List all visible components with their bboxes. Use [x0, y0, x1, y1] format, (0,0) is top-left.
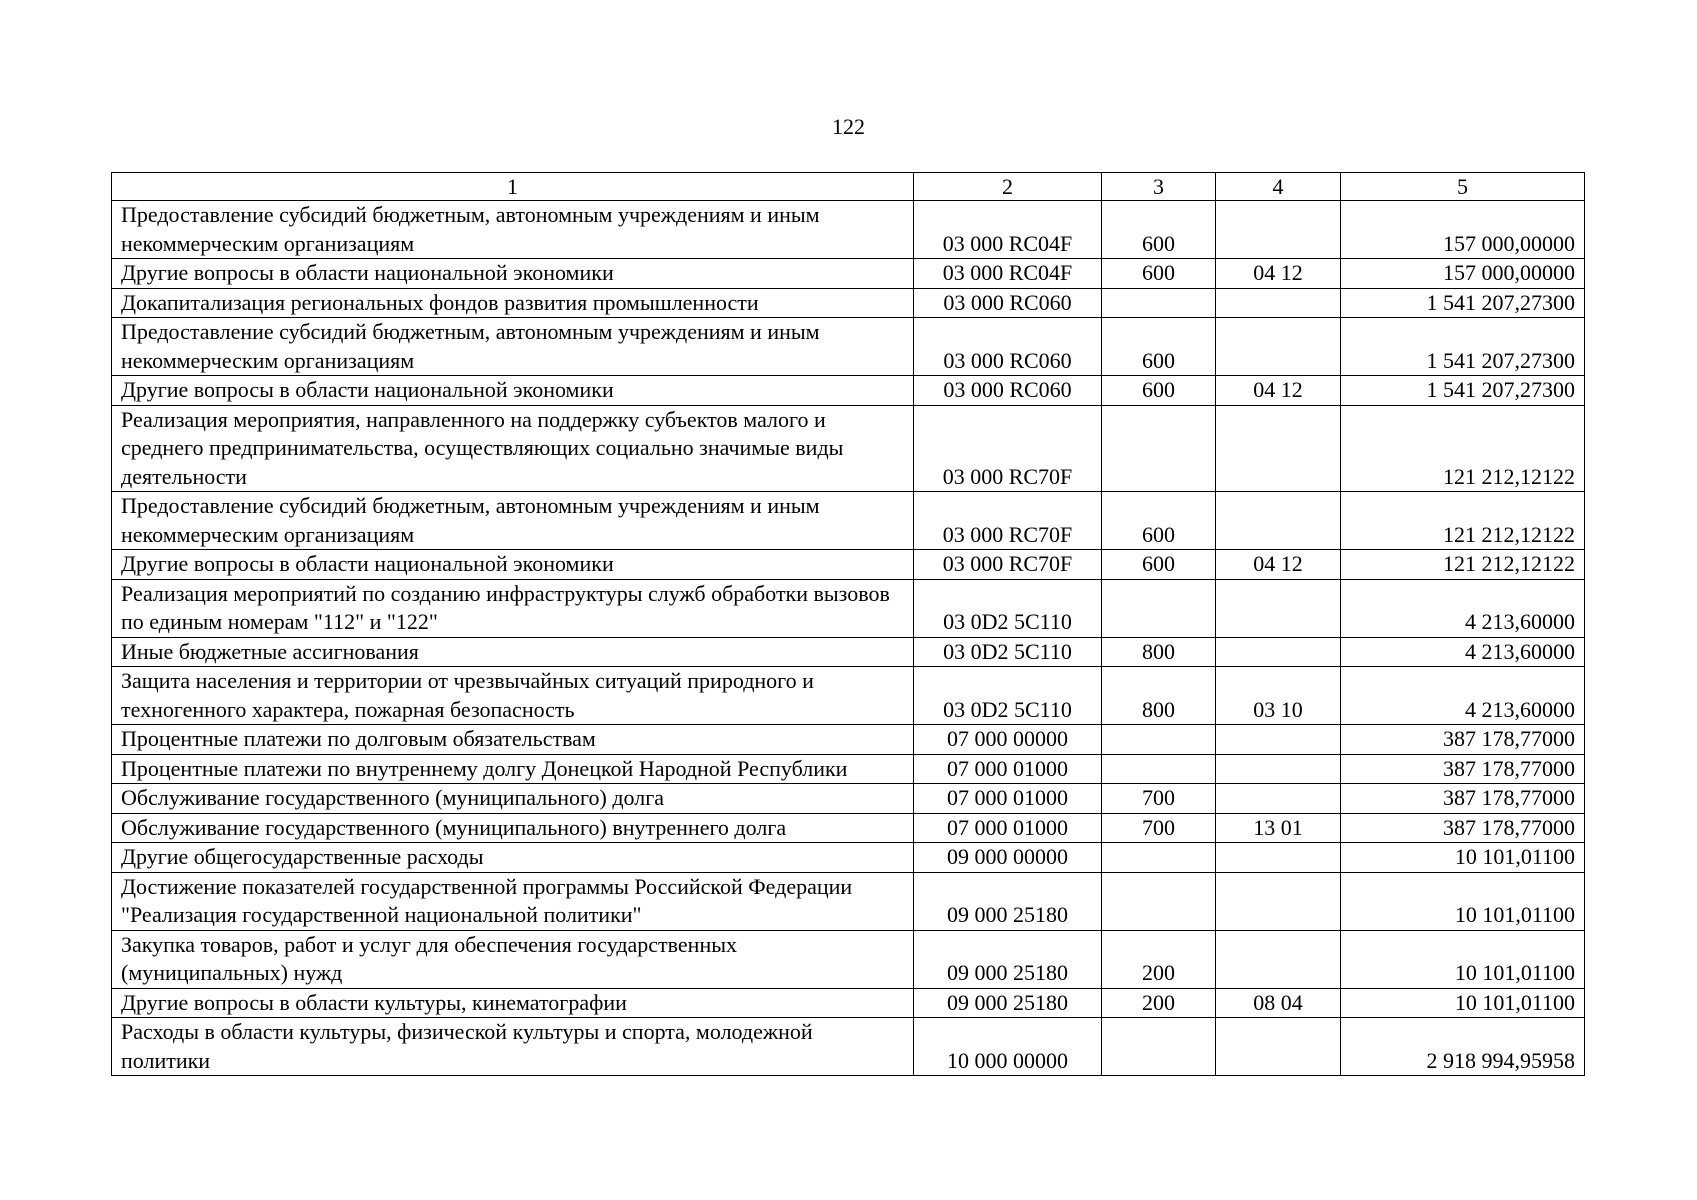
row-amount: 1 541 207,27300 [1341, 288, 1585, 318]
row-expense-type: 600 [1102, 492, 1216, 550]
row-expense-type: 200 [1102, 930, 1216, 988]
row-target-code: 03 000 RC70F [914, 492, 1102, 550]
table-row [112, 1018, 1585, 1076]
row-expense-type [1102, 288, 1216, 318]
row-expense-type: 800 [1102, 667, 1216, 725]
row-name: Другие общегосударственные расходы [112, 843, 914, 873]
column-header-5: 5 [1341, 173, 1585, 201]
column-header-1: 1 [112, 173, 914, 201]
row-target-code: 03 0D2 5C110 [914, 579, 1102, 637]
row-name: Расходы в области культуры, физической культуры и спорта, молодежной политики [112, 1018, 914, 1076]
row-section: 03 10 [1216, 667, 1341, 725]
table-row [112, 930, 1585, 988]
row-section [1216, 637, 1341, 667]
row-target-code: 07 000 00000 [914, 725, 1102, 755]
table-row [112, 637, 1585, 667]
row-name: Докапитализация региональных фондов развития промышленности [112, 288, 914, 318]
row-section: 04 12 [1216, 259, 1341, 289]
row-name: Другие вопросы в области национальной экономики [112, 259, 914, 289]
column-header-2: 2 [914, 173, 1102, 201]
row-section [1216, 405, 1341, 492]
row-target-code: 07 000 01000 [914, 754, 1102, 784]
table-row [112, 550, 1585, 580]
row-expense-type: 200 [1102, 988, 1216, 1018]
row-amount: 2 918 994,95958 [1341, 1018, 1585, 1076]
row-amount: 387 178,77000 [1341, 813, 1585, 843]
row-name: Обслуживание государственного (муниципального) внутреннего долга [112, 813, 914, 843]
row-name: Реализация мероприятия, направленного на поддержку субъектов малого и среднего предпринимательства, осуществляющих социально значимые виды деятельности [112, 405, 914, 492]
row-amount: 121 212,12122 [1341, 550, 1585, 580]
row-section: 04 12 [1216, 550, 1341, 580]
row-amount: 10 101,01100 [1341, 930, 1585, 988]
row-name: Реализация мероприятий по созданию инфраструктуры служб обработки вызовов по единым номерам "112" и "122" [112, 579, 914, 637]
page-number: 122 [832, 114, 865, 139]
row-amount: 387 178,77000 [1341, 725, 1585, 755]
table-row [112, 843, 1585, 873]
row-expense-type: 600 [1102, 259, 1216, 289]
row-name: Другие вопросы в области национальной экономики [112, 376, 914, 406]
table-row [112, 872, 1585, 930]
row-amount: 10 101,01100 [1341, 988, 1585, 1018]
row-section [1216, 579, 1341, 637]
row-expense-type: 600 [1102, 318, 1216, 376]
row-name: Иные бюджетные ассигнования [112, 637, 914, 667]
row-amount: 157 000,00000 [1341, 201, 1585, 259]
row-section [1216, 930, 1341, 988]
row-name: Процентные платежи по долговым обязательствам [112, 725, 914, 755]
row-expense-type: 600 [1102, 201, 1216, 259]
table-row [112, 492, 1585, 550]
table-row [112, 405, 1585, 492]
row-target-code: 03 000 RC04F [914, 259, 1102, 289]
row-expense-type: 700 [1102, 813, 1216, 843]
row-name: Другие вопросы в области культуры, кинематографии [112, 988, 914, 1018]
row-target-code: 09 000 25180 [914, 930, 1102, 988]
table-row [112, 667, 1585, 725]
row-expense-type: 800 [1102, 637, 1216, 667]
row-section [1216, 201, 1341, 259]
row-section [1216, 784, 1341, 814]
row-expense-type: 600 [1102, 376, 1216, 406]
table-row [112, 259, 1585, 289]
row-amount: 4 213,60000 [1341, 579, 1585, 637]
row-name: Обслуживание государственного (муниципального) долга [112, 784, 914, 814]
row-expense-type [1102, 579, 1216, 637]
row-name: Предоставление субсидий бюджетным, автономным учреждениям и иным некоммерческим организациям [112, 201, 914, 259]
row-amount: 1 541 207,27300 [1341, 318, 1585, 376]
row-expense-type [1102, 725, 1216, 755]
table-row [112, 201, 1585, 259]
row-target-code: 10 000 00000 [914, 1018, 1102, 1076]
row-amount: 387 178,77000 [1341, 784, 1585, 814]
row-name: Процентные платежи по внутреннему долгу Донецкой Народной Республики [112, 754, 914, 784]
table-row [112, 376, 1585, 406]
table-row [112, 784, 1585, 814]
row-target-code: 03 000 RC060 [914, 376, 1102, 406]
row-section [1216, 725, 1341, 755]
row-section: 04 12 [1216, 376, 1341, 406]
row-name: Другие вопросы в области национальной экономики [112, 550, 914, 580]
table-row [112, 318, 1585, 376]
table-row [112, 725, 1585, 755]
row-name: Достижение показателей государственной программы Российской Федерации "Реализация государственной национальной политики" [112, 872, 914, 930]
table-row [112, 988, 1585, 1018]
row-name: Защита населения и территории от чрезвычайных ситуаций природного и техногенного характера, пожарная безопасность [112, 667, 914, 725]
row-amount: 1 541 207,27300 [1341, 376, 1585, 406]
row-target-code: 03 0D2 5C110 [914, 667, 1102, 725]
column-header-4: 4 [1216, 173, 1341, 201]
row-section: 08 04 [1216, 988, 1341, 1018]
row-section [1216, 843, 1341, 873]
row-expense-type [1102, 1018, 1216, 1076]
budget-table [111, 172, 1585, 1076]
row-section [1216, 318, 1341, 376]
row-name: Предоставление субсидий бюджетным, автономным учреждениям и иным некоммерческим организациям [112, 492, 914, 550]
table-row [112, 579, 1585, 637]
table-row [112, 813, 1585, 843]
row-target-code: 07 000 01000 [914, 813, 1102, 843]
row-target-code: 09 000 25180 [914, 872, 1102, 930]
row-target-code: 03 000 RC04F [914, 201, 1102, 259]
row-target-code: 07 000 01000 [914, 784, 1102, 814]
row-target-code: 03 0D2 5C110 [914, 637, 1102, 667]
table-row [112, 288, 1585, 318]
column-number-row [112, 173, 1585, 201]
row-expense-type [1102, 754, 1216, 784]
column-header-3: 3 [1102, 173, 1216, 201]
row-target-code: 09 000 25180 [914, 988, 1102, 1018]
row-amount: 387 178,77000 [1341, 754, 1585, 784]
row-target-code: 09 000 00000 [914, 843, 1102, 873]
row-target-code: 03 000 RC70F [914, 405, 1102, 492]
row-amount: 4 213,60000 [1341, 637, 1585, 667]
row-section [1216, 288, 1341, 318]
row-expense-type [1102, 843, 1216, 873]
row-section [1216, 754, 1341, 784]
row-amount: 157 000,00000 [1341, 259, 1585, 289]
row-target-code: 03 000 RC060 [914, 288, 1102, 318]
row-target-code: 03 000 RC70F [914, 550, 1102, 580]
row-name: Предоставление субсидий бюджетным, автономным учреждениям и иным некоммерческим организациям [112, 318, 914, 376]
row-expense-type: 600 [1102, 550, 1216, 580]
row-amount: 10 101,01100 [1341, 872, 1585, 930]
row-amount: 121 212,12122 [1341, 405, 1585, 492]
row-expense-type: 700 [1102, 784, 1216, 814]
row-expense-type [1102, 405, 1216, 492]
table-row [112, 754, 1585, 784]
row-name: Закупка товаров, работ и услуг для обеспечения государственных (муниципальных) нужд [112, 930, 914, 988]
row-section: 13 01 [1216, 813, 1341, 843]
row-section [1216, 1018, 1341, 1076]
row-target-code: 03 000 RC060 [914, 318, 1102, 376]
row-section [1216, 872, 1341, 930]
row-expense-type [1102, 872, 1216, 930]
row-amount: 121 212,12122 [1341, 492, 1585, 550]
row-section [1216, 492, 1341, 550]
row-amount: 4 213,60000 [1341, 667, 1585, 725]
row-amount: 10 101,01100 [1341, 843, 1585, 873]
